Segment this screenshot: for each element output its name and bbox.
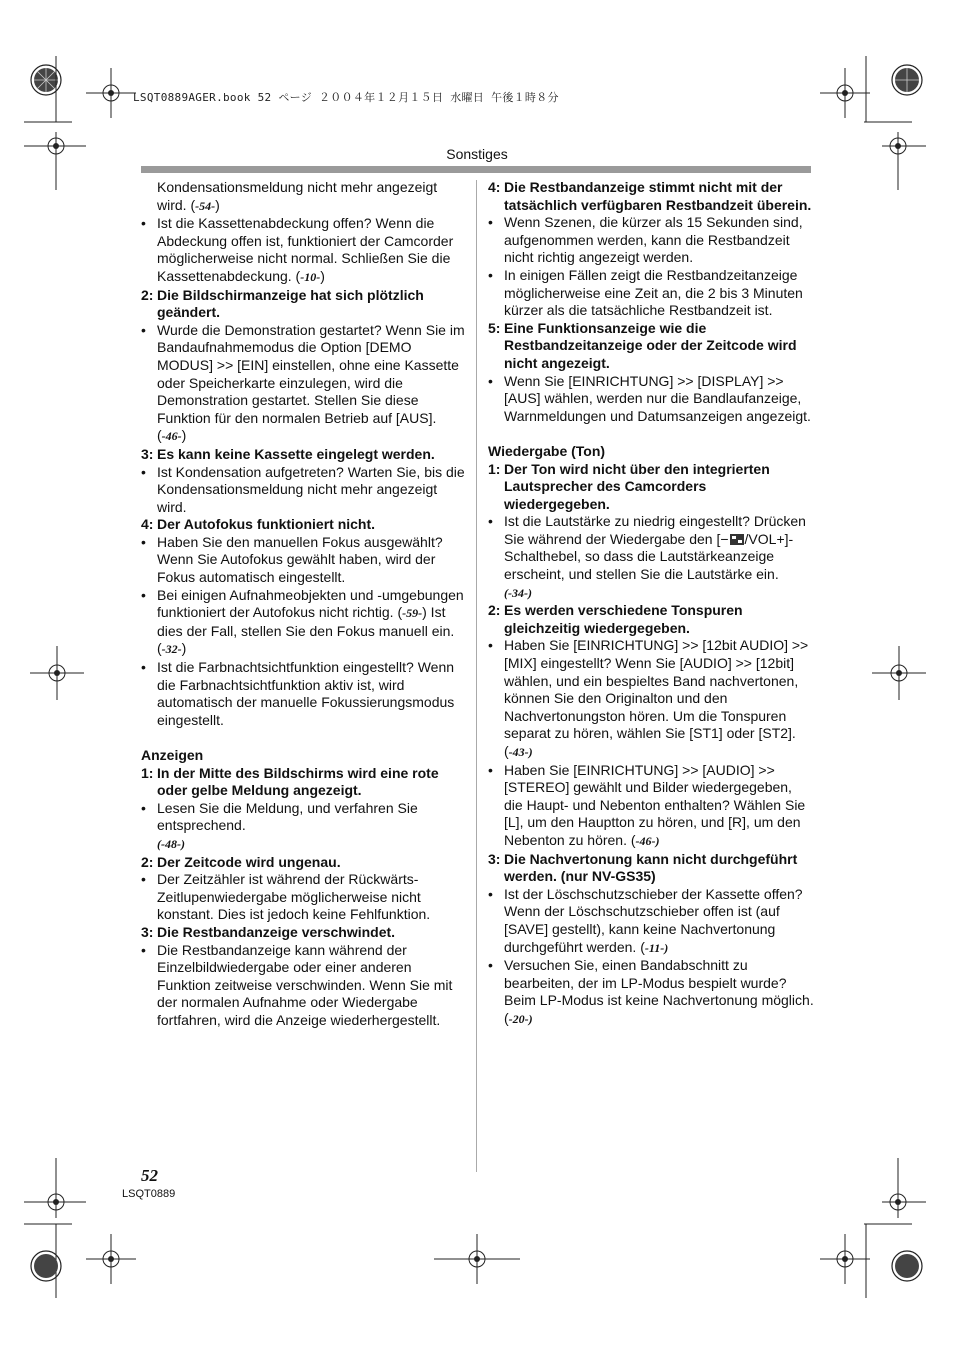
list-item: • Die Restbandanzeige kann während der Einzelbildwiedergabe oder einer anderen Funktion zeitweise verschwinden. Wenn Sie mit der normalen Aufnahme oder Wiedergabe fortfahren, wird die Anzeige wiederhergestellt. xyxy=(141,941,453,1028)
registration-mark-mid-left xyxy=(30,646,84,700)
page-ref: (-48-) xyxy=(157,836,185,851)
bullet-icon: • xyxy=(141,799,146,816)
registration-mark-bottom-right xyxy=(864,1158,954,1298)
section-heading-anzeigen: Anzeigen xyxy=(141,747,204,763)
problem-heading: 1: Der Ton wird nicht über den integrierten Lautsprecher des Camcorders wiedergegeben. xyxy=(488,460,770,512)
bullet-icon: • xyxy=(141,941,146,958)
bullet-icon: • xyxy=(488,957,493,974)
list-item: • Wenn Sie [EINRICHTUNG] >> [DISPLAY] >> [AUS] wählen, werden nur die Bandlaufanzeige, Warnmeldungen und Datumsanzeigen angezeigt. xyxy=(488,372,811,424)
problem-heading: 2: Der Zeitcode wird ungenau. xyxy=(141,853,341,870)
bullet-icon: • xyxy=(488,214,493,231)
list-item: • Ist Kondensation aufgetreten? Warten Sie, bis die Kondensationsmeldung nicht mehr angezeigt wird. xyxy=(141,463,465,515)
problem-heading: 2: Die Bildschirmanzeige hat sich plötzlich geändert. xyxy=(141,286,424,321)
bullet-icon: • xyxy=(488,513,493,530)
page-number: 52 xyxy=(141,1166,158,1185)
left-column xyxy=(141,179,467,1030)
problem-heading: 1: In der Mitte des Bildschirms wird eine rote oder gelbe Meldung angezeigt. xyxy=(141,764,439,799)
bullet-icon: • xyxy=(488,637,493,654)
list-item: • Ist die Farbnachtsichtfunktion eingestellt? Wenn die Farbnachtsichtfunktion aktiv ist, wird automatisch der manuelle Fokussierungsmodus eingestellt. xyxy=(141,659,455,728)
registration-mark-bottom-center-left xyxy=(86,1234,136,1284)
problem-heading: 2: Es werden verschiedene Tonspuren gleichzeitig wiedergegeben. xyxy=(488,602,743,636)
continuation-text: Kondensationsmeldung nicht mehr angezeigt wird. (-54-) xyxy=(157,179,438,213)
zoom-lever-icon xyxy=(730,534,744,545)
problem-heading: 4: Die Restbandanzeige stimmt nicht mit der tatsächlich verfügbaren Restbandzeit überein. xyxy=(488,179,812,213)
page-ref: -20- xyxy=(508,1011,529,1026)
bullet-icon: • xyxy=(141,871,146,888)
bullet-icon: • xyxy=(141,533,146,550)
section-title: Sonstiges xyxy=(446,146,508,162)
problem-heading: 3: Es kann keine Kassette eingelegt werden. xyxy=(141,445,435,462)
bullet-icon: • xyxy=(141,463,146,480)
column-divider xyxy=(476,180,477,1172)
right-column xyxy=(488,179,814,1029)
page-ref: -46- xyxy=(161,429,182,444)
list-item: • Der Zeitzähler ist während der Rückwärts-Zeitlupenwiedergabe möglicherweise nicht konstant. Dies ist jedoch keine Fehlfunktion. xyxy=(141,871,431,923)
page-ref: -59- xyxy=(402,606,423,621)
page-ref: (-34-) xyxy=(504,585,532,600)
registration-mark-bottom-center xyxy=(434,1234,520,1284)
list-item: • Haben Sie den manuellen Fokus ausgewählt? Wenn Sie Autofokus gewählt haben, wird der Fokus automatisch eingestellt. xyxy=(141,533,443,586)
list-item: • Ist der Löschschutzschieber der Kassette offen? Wenn der Löschschutzschieber offen ist (auf [SAVE] gestellt), kann keine Nachvertonung durchgeführt werden. (-11-) xyxy=(488,886,814,957)
bullet-icon: • xyxy=(141,215,146,232)
list-item: • Versuchen Sie, einen Bandabschnitt zu bearbeiten, der im LP-Modus bespielt wurde? Beim LP-Modus ist keine Nachvertonung möglich. (-20-) xyxy=(488,957,814,1028)
document-code: LSQT0889 xyxy=(122,1188,176,1200)
problem-heading: 5: Eine Funktionsanzeige wie die Restbandzeitanzeige oder der Zeitcode wird nicht angezeigt. xyxy=(488,319,797,371)
bullet-icon: • xyxy=(141,659,146,676)
list-item: • Haben Sie [EINRICHTUNG] >> [12bit AUDIO] >> [MIX] eingestellt? Wenn Sie [AUDIO] >> [12bit] wählen, und ein bespieltes Band nachvertonen, können Sie den Originalton und den Nachvertonungston hören. Um die Tonspuren separat zu hören, wählen Sie [ST1] oder [ST2]. (-43-) xyxy=(488,637,814,761)
bullet-icon: • xyxy=(488,372,493,389)
bullet-icon: • xyxy=(141,586,146,603)
list-item: • Wenn Szenen, die kürzer als 15 Sekunden sind, aufgenommen werden, kann die Restbandzeit nicht richtig angezeigt werden. xyxy=(488,214,803,266)
registration-mark-top-center-left xyxy=(86,68,136,118)
list-item: • Lesen Sie die Meldung, und verfahren Sie entsprechend. (-48-) xyxy=(141,800,467,854)
problem-heading: 3: Die Nachvertonung kann nicht durchgeführt werden. (nur NV-GS35) xyxy=(488,850,798,885)
bullet-icon: • xyxy=(488,266,493,283)
page-ref: -54- xyxy=(195,198,216,213)
registration-mark-bottom-right-inner xyxy=(820,1234,870,1284)
registration-mark-mid-right xyxy=(872,646,926,700)
problem-heading: 4: Der Autofokus funktioniert nicht. xyxy=(141,516,376,533)
list-item: • Haben Sie [EINRICHTUNG] >> [AUDIO] >> [STEREO] gewählt und Bilder wiedergegeben, die Haupt- und Nebenton enthalten? Wählen Sie [L], um den Hauptton zu hören, und [R], um den Nebenton zu hören. (-46-) xyxy=(488,762,814,851)
list-item: • Bei einigen Aufnahmeobjekten und -umgebungen funktioniert der Autofokus nicht richtig. (-59-) Ist dies der Fall, stellen Sie den Fokus manuell ein. (-32-) xyxy=(141,587,467,659)
bullet-icon: • xyxy=(488,885,493,902)
registration-mark-top-right-inner xyxy=(820,68,870,118)
bullet-icon: • xyxy=(488,761,493,778)
bullet-icon: • xyxy=(141,321,146,338)
page-ref: -32- xyxy=(161,642,182,657)
list-item: • In einigen Fällen zeigt die Restbandzeitanzeige möglicherweise eine Zeit an, die 2 bis 3 Minuten kürzer als die tatsächliche Restbandzeit ist. xyxy=(488,266,803,319)
print-info-line: LSQT0889AGER.book 52 ページ ２００４年１２月１５日 水曜日 午後１時８分 xyxy=(133,91,559,104)
problem-heading: 3: Die Restbandanzeige verschwindet. xyxy=(141,923,396,940)
registration-mark-top-right xyxy=(864,56,954,196)
header-rule xyxy=(141,166,811,173)
list-item: • Wurde die Demonstration gestartet? Wenn Sie im Bandaufnahmemodus die Option [DEMO MODUS] >> [EIN] einstellen, ohne eine Kassette oder Speicherkarte einzulegen, wird die Demonstration gestartet. Stellen Sie diese Funktion für den normalen Betrieb auf [AUS]. (-46-) xyxy=(141,322,467,446)
section-heading-wiedergabe: Wiedergabe (Ton) xyxy=(488,442,606,459)
page-ref: -10- xyxy=(300,269,321,284)
page-ref: -43- xyxy=(508,745,529,759)
page-ref: -46- xyxy=(635,833,656,848)
page-ref: -11- xyxy=(644,940,665,955)
list-item: • Ist die Kassettenabdeckung offen? Wenn die Abdeckung offen ist, funktioniert der Camcorder möglicherweise nicht normal. Schließen Sie die Kassettenabdeckung. (-10-) xyxy=(141,215,467,286)
list-item: • Ist die Lautstärke zu niedrig eingestellt? Drücken Sie während der Wiedergabe den [− /VOL+]-Schalthebel, so dass die Lautstärkeanzeige erscheint, und stellen Sie die Lautstärke ein. (-34-) xyxy=(488,513,814,602)
